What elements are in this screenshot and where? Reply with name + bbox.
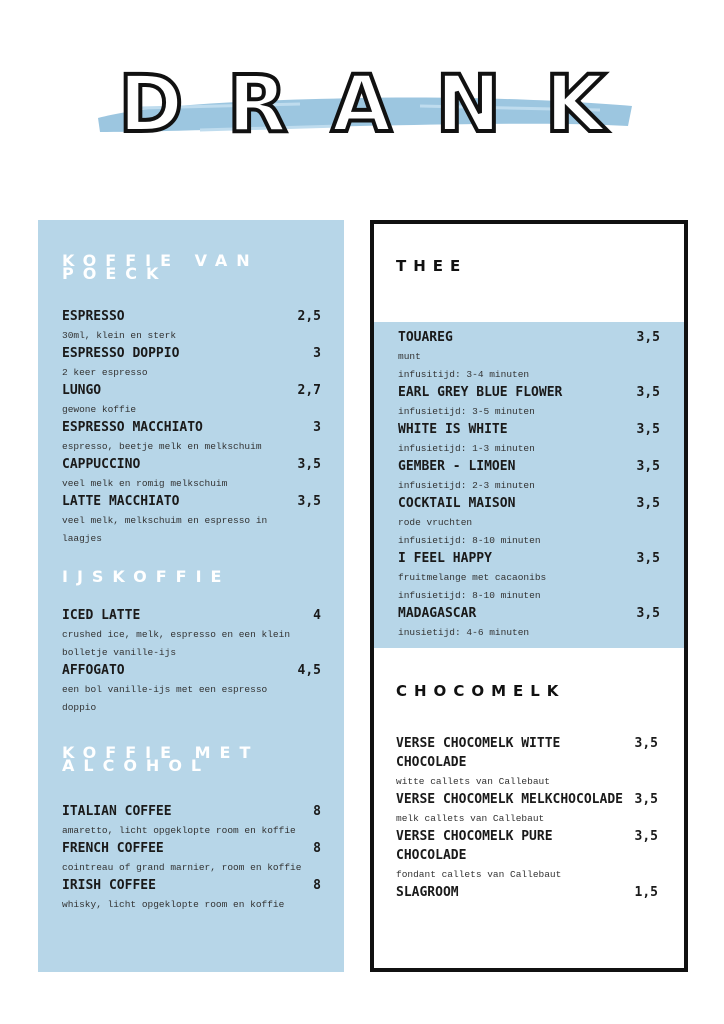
item-price: 3,5 [636, 496, 660, 511]
item-description: doppio [62, 702, 97, 713]
section-title-ijskoffie: IJSKOFFIE [62, 567, 231, 586]
item-description: infusietijd: 1-3 minuten [398, 443, 535, 454]
item-price: 3,5 [297, 494, 321, 509]
item-description: infusietijd: 2-3 minuten [398, 480, 535, 491]
item-price: 3 [313, 346, 321, 361]
item-name: GEMBER - LIMOEN [398, 459, 516, 474]
item-name: AFFOGATO [62, 663, 125, 678]
item-name: FRENCH COFFEE [62, 841, 164, 856]
item-price: 8 [313, 878, 321, 893]
item-price: 3,5 [636, 385, 660, 400]
item-price: 4 [313, 608, 321, 623]
item-name: VERSE CHOCOMELK WITTE [396, 736, 561, 751]
item-name-line2: CHOCOLADE [396, 848, 467, 863]
item-description: amaretto, licht opgeklopte room en koffie [62, 825, 296, 836]
item-name: ESPRESSO DOPPIO [62, 346, 180, 361]
item-name: CAPPUCCINO [62, 457, 141, 472]
page-title: DRANK [118, 60, 650, 150]
section-title-chocomelk: CHOCOMELK [396, 682, 566, 700]
item-description: crushed ice, melk, espresso en een klein [62, 629, 291, 640]
item-price: 2,7 [297, 383, 321, 398]
item-name: ESPRESSO [62, 309, 125, 324]
item-name: IRISH COFFEE [62, 878, 156, 893]
item-price: 3,5 [636, 330, 660, 345]
item-price: 3,5 [634, 792, 658, 807]
item-description: rode vruchten [398, 517, 473, 528]
item-price: 3 [313, 420, 321, 435]
item-name: LUNGO [62, 383, 102, 398]
item-description: 30ml, klein en sterk [62, 330, 177, 341]
header [0, 60, 724, 150]
coffee-panel [38, 220, 344, 972]
item-description: een bol vanille-ijs met een espresso [62, 684, 268, 695]
item-description: munt [398, 351, 421, 362]
item-name: EARL GREY BLUE FLOWER [398, 385, 563, 400]
item-name: VERSE CHOCOMELK PURE [396, 829, 553, 844]
item-description: fruitmelange met cacaonibs [398, 572, 547, 583]
item-name: WHITE IS WHITE [398, 422, 508, 437]
item-description: melk callets van Callebaut [396, 813, 545, 824]
item-description: fondant callets van Callebaut [396, 869, 562, 880]
section-title-thee: THEE [396, 257, 468, 275]
item-description: cointreau of grand marnier, room en koffie [62, 862, 302, 873]
item-description: infusitijd: 3-4 minuten [398, 369, 530, 380]
item-price: 3,5 [634, 829, 658, 844]
item-description: infusietijd: 8-10 minuten [398, 590, 541, 601]
item-description: inusietijd: 4-6 minuten [398, 627, 530, 638]
item-price: 3,5 [636, 459, 660, 474]
item-price: 3,5 [636, 422, 660, 437]
item-name: MADAGASCAR [398, 606, 477, 621]
item-name: ESPRESSO MACCHIATO [62, 420, 203, 435]
item-name: VERSE CHOCOMELK MELKCHOCOLADE [396, 792, 623, 807]
item-description: infusietijd: 8-10 minuten [398, 535, 541, 546]
item-name: COCKTAIL MAISON [398, 496, 516, 511]
item-name: ITALIAN COFFEE [62, 804, 172, 819]
item-price: 8 [313, 804, 321, 819]
item-description: whisky, licht opgeklopte room en koffie [62, 899, 285, 910]
item-description: gewone koffie [62, 404, 137, 415]
item-price: 3,5 [297, 457, 321, 472]
item-price: 4,5 [297, 663, 321, 678]
section-title-alcohol: KOFFIE MET ALCOHOL [62, 743, 260, 775]
item-description: 2 keer espresso [62, 367, 148, 378]
item-name: ICED LATTE [62, 608, 141, 623]
item-name: I FEEL HAPPY [398, 551, 492, 566]
item-price: 3,5 [634, 736, 658, 751]
item-price: 8 [313, 841, 321, 856]
item-description: witte callets van Callebaut [396, 776, 550, 787]
item-name: TOUAREG [398, 330, 453, 345]
item-price: 1,5 [634, 885, 658, 900]
item-name: SLAGROOM [396, 885, 459, 900]
item-description: espresso, beetje melk en melkschuim [62, 441, 262, 452]
item-price: 3,5 [636, 606, 660, 621]
item-description: laagjes [62, 533, 102, 544]
section-title-koffie: KOFFIE VAN POECK [62, 251, 259, 283]
item-price: 2,5 [297, 309, 321, 324]
item-description: infusietijd: 3-5 minuten [398, 406, 535, 417]
item-name: LATTE MACCHIATO [62, 494, 180, 509]
item-description: veel melk en romig melkschuim [62, 478, 228, 489]
item-description: bolletje vanille-ijs [62, 647, 177, 658]
item-description: veel melk, melkschuim en espresso in [62, 515, 268, 526]
item-price: 3,5 [636, 551, 660, 566]
item-name-line2: CHOCOLADE [396, 755, 467, 770]
tea-choco-panel [370, 220, 688, 972]
